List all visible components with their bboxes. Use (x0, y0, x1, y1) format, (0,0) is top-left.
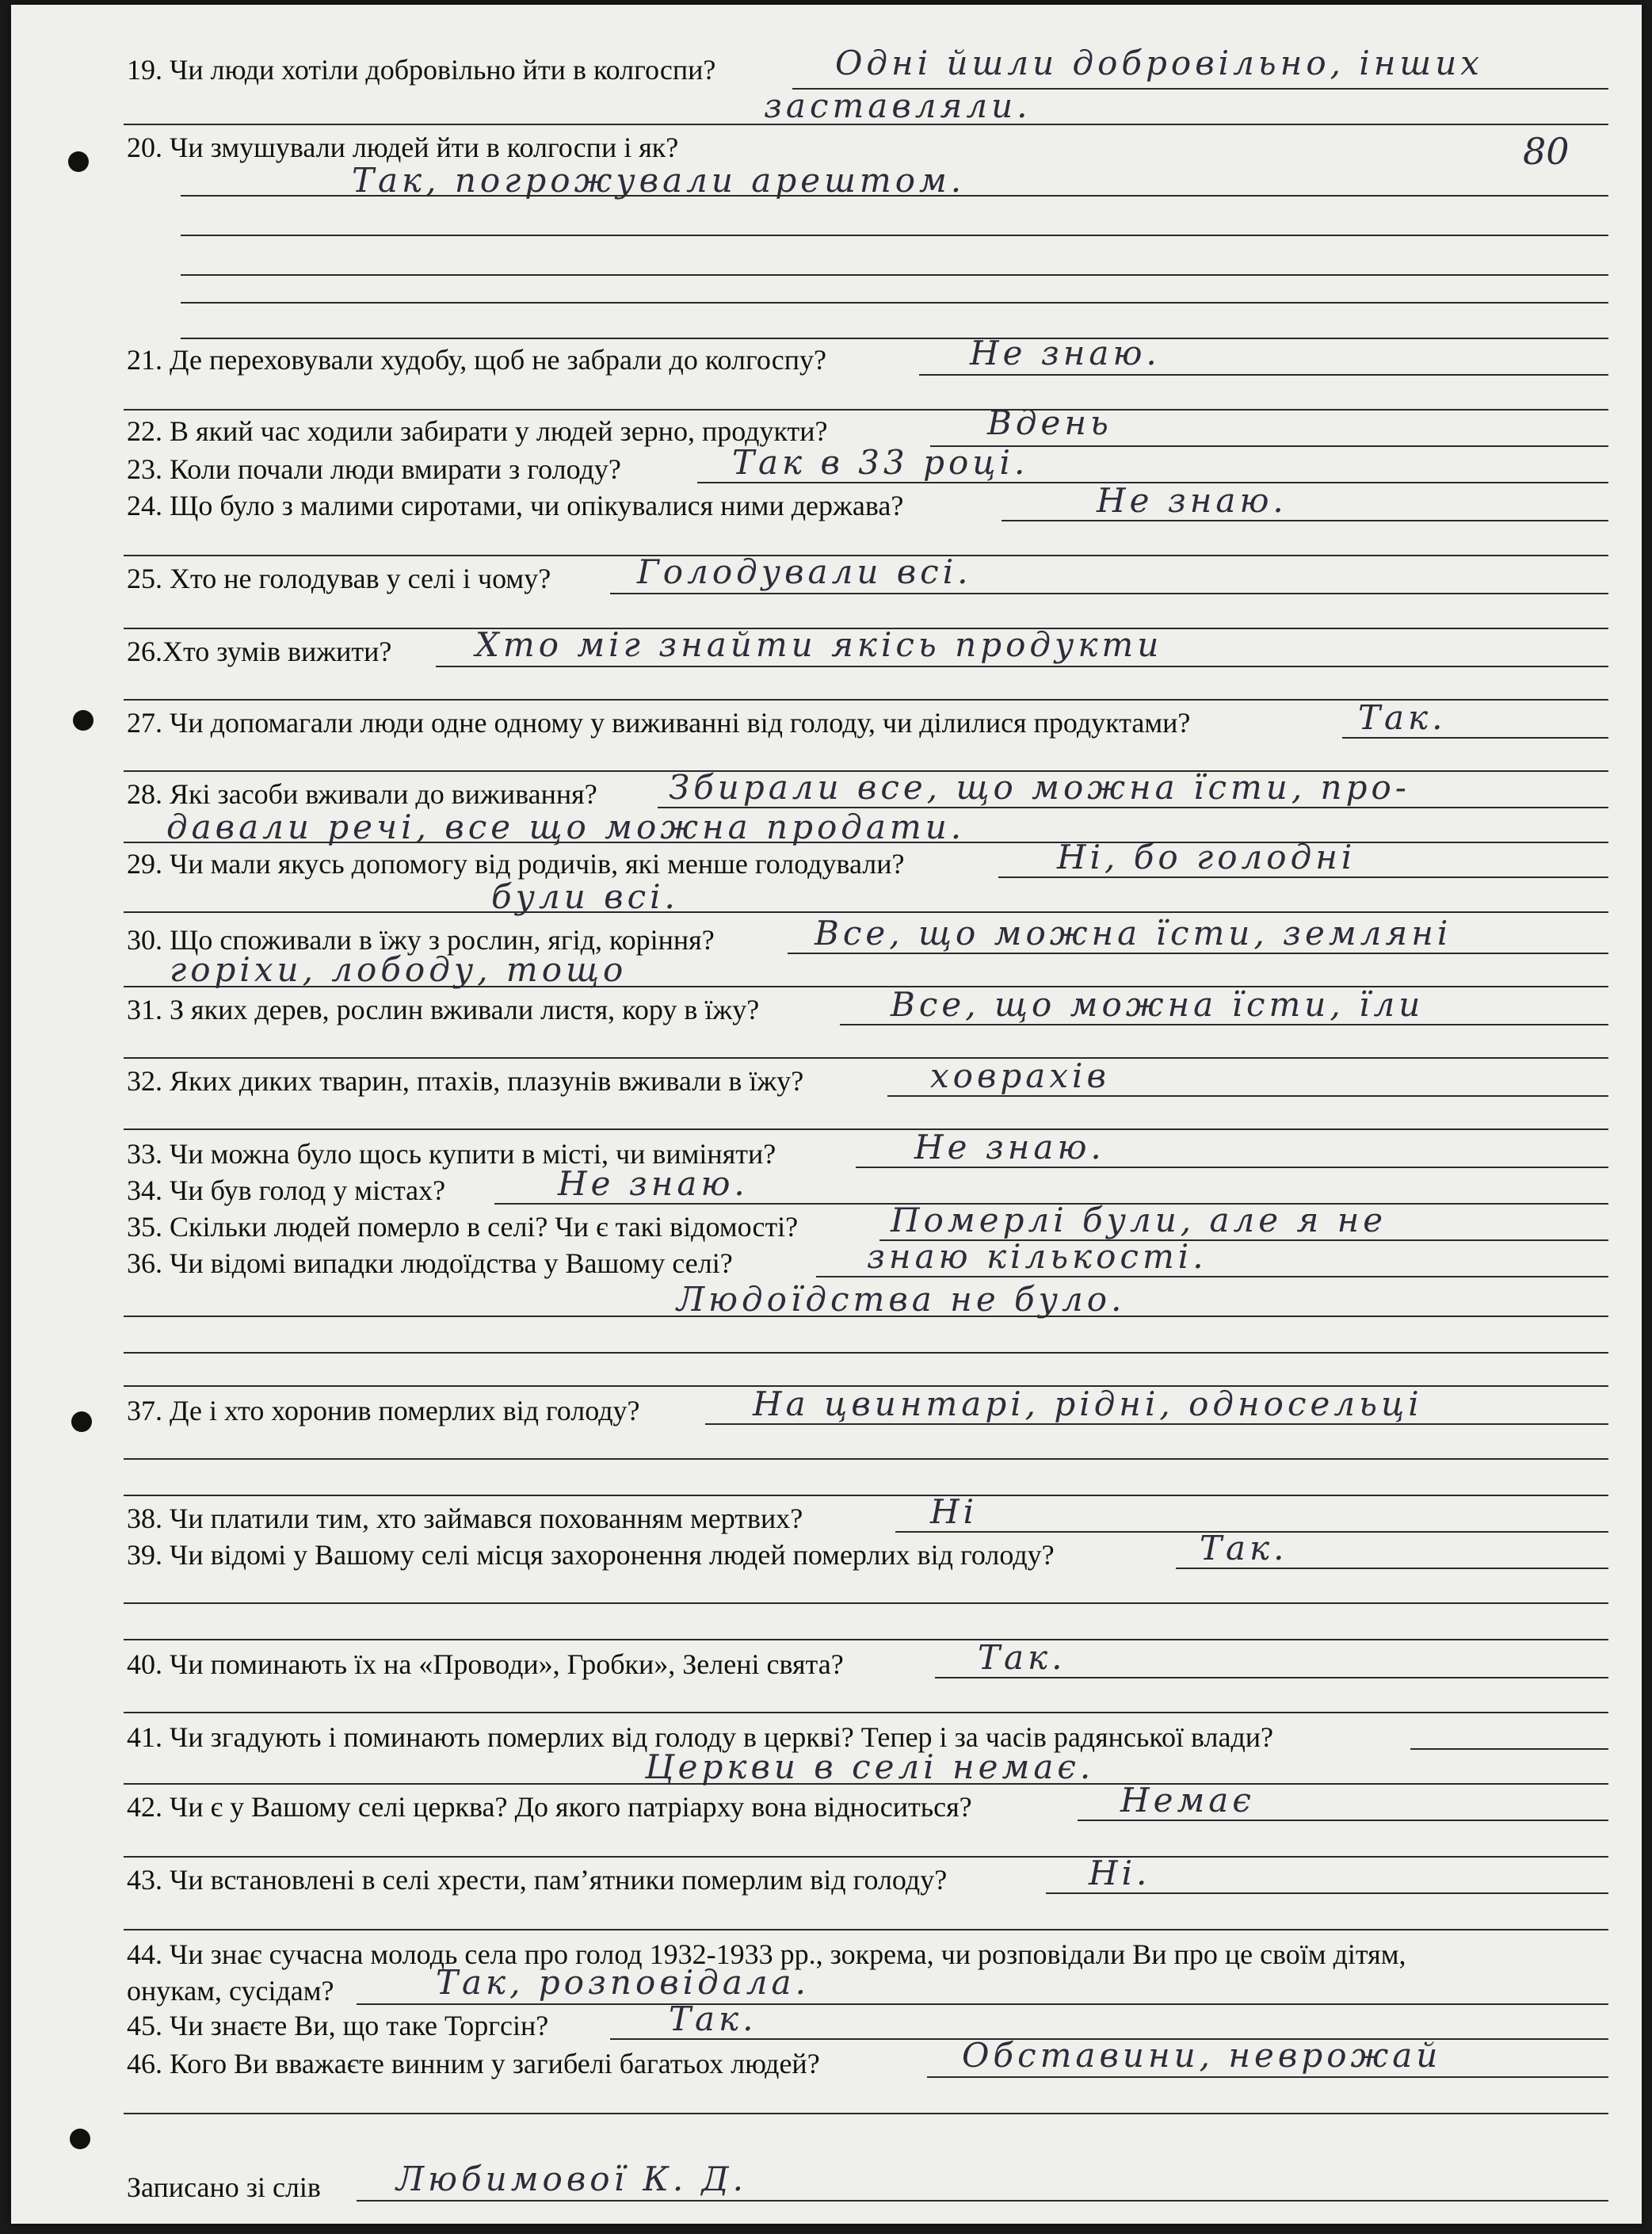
answer-line (124, 1495, 1608, 1496)
binder-hole (71, 1411, 92, 1432)
answer-46: Обставини, неврожай (962, 2036, 1442, 2075)
question-35: 35. Скільки людей померло в селі? Чи є такі відомості? (127, 1211, 799, 1243)
binder-hole (70, 2129, 90, 2149)
answer-33: Не знаю. (914, 1128, 1105, 1167)
answer-line (181, 338, 1608, 339)
binder-hole (73, 710, 93, 731)
answer-line (930, 445, 1608, 447)
answer-line (610, 593, 1608, 594)
recorded-from-label: Записано зі слів (127, 2171, 321, 2203)
answer-42: Немає (1120, 1781, 1255, 1820)
answer-line (1002, 520, 1608, 521)
question-19: 19. Чи люди хотіли добровільно йти в колгоспи? (127, 54, 716, 86)
answer-45: Так. (669, 1999, 757, 2038)
answer-39: Так. (1200, 1529, 1288, 1568)
answer-31: Все, що можна їсти, їли (891, 985, 1425, 1024)
answer-line (181, 195, 1608, 197)
answer-35: Померлі були, але я не (891, 1201, 1387, 1239)
answer-line (1342, 737, 1608, 739)
answer-line (1046, 1892, 1608, 1894)
question-34: 34. Чи був голод у містах? (127, 1174, 446, 1206)
answer-line (887, 1095, 1608, 1097)
question-46: 46. Кого Ви вважаєте винним у загибелі багатьох людей? (127, 2048, 820, 2079)
question-32: 32. Яких диких тварин, птахів, плазунів вживали в їжу? (127, 1065, 804, 1097)
question-38: 38. Чи платили тим, хто займався похованням мертвих? (127, 1503, 803, 1534)
question-27: 27. Чи допомагали люди одне одному у виживанні від голоду, чи ділилися продуктами? (127, 707, 1191, 739)
question-21: 21. Де переховували худобу, щоб не забрали до колгоспу? (127, 344, 826, 376)
answer-line (181, 302, 1608, 304)
question-29: 29. Чи мали якусь допомогу від родичів, які менше голодували? (127, 848, 905, 880)
answer-line (124, 409, 1608, 411)
question-43: 43. Чи встановлені в селі хрести, пам’ятники померлим від голоду? (127, 1864, 948, 1896)
answer-line (1078, 1820, 1608, 1821)
answer-line (124, 1316, 1608, 1317)
question-42: 42. Чи є у Вашому селі церква? До якого патріарху вона відноситься? (127, 1791, 972, 1823)
answer-38: Ні (930, 1492, 979, 1531)
answer-line (919, 374, 1608, 376)
answer-line (124, 1783, 1608, 1785)
question-45: 45. Чи знаєте Ви, що таке Торгсін? (127, 2010, 549, 2041)
answer-line (1410, 1748, 1608, 1750)
answer-44: Так, розповідала. (436, 1963, 810, 2002)
answer-24: Не знаю. (1097, 481, 1288, 520)
answer-line (181, 274, 1608, 276)
answer-line (935, 1677, 1608, 1678)
answer-37: На цвинтарі, рідні, односельці (753, 1384, 1423, 1423)
question-40: 40. Чи поминають їх на «Проводи», Гробки», Зелені свята? (127, 1648, 844, 1680)
answer-30: Все, що можна їсти, земляні (815, 914, 1452, 953)
answer-line (816, 1276, 1608, 1277)
answer-28: Збирали все, що можна їсти, про- (669, 768, 1410, 807)
answer-line (124, 911, 1608, 913)
question-44: 44. Чи знає сучасна молодь села про голод 1932-1933 рр., зокрема, чи розповідали Ви про це своїм дітям, (127, 1938, 1406, 1970)
question-37: 37. Де і хто хоронив померлих від голоду? (127, 1395, 640, 1426)
answer-40: Так. (978, 1638, 1066, 1677)
answer-line (124, 842, 1608, 843)
question-33: 33. Чи можна було щось купити в місті, чи виміняти? (127, 1138, 776, 1170)
answer-line (124, 1352, 1608, 1354)
answer-34: Не знаю. (558, 1164, 749, 1203)
answer-30-cont: горіхи, лободу, тощо (170, 950, 628, 989)
answer-line (788, 953, 1608, 954)
answer-43: Ні. (1089, 1854, 1151, 1892)
question-20: 20. Чи змушували людей йти в колгоспи і як? (127, 132, 679, 163)
document-page (11, 5, 1642, 2224)
question-31: 31. З яких дерев, рослин вживали листя, кору в їжу? (127, 994, 760, 1025)
respondent-name: Любимової К. Д. (396, 2160, 748, 2198)
answer-line (124, 1639, 1608, 1640)
answer-line (436, 666, 1608, 667)
answer-23: Так в 33 році. (732, 443, 1029, 482)
answer-line (705, 1423, 1608, 1425)
answer-line (840, 1024, 1608, 1025)
answer-22: Вдень (987, 403, 1112, 442)
question-22: 22. В який час ходили забирати у людей зерно, продукти? (127, 415, 828, 447)
answer-line (124, 1929, 1608, 1930)
question-36: 36. Чи відомі випадки людоїдства у Вашому селі? (127, 1247, 733, 1279)
question-28: 28. Які засоби вживали до виживання? (127, 778, 597, 810)
answer-line (181, 235, 1608, 236)
answer-21: Не знаю. (970, 334, 1161, 372)
page-number: 80 (1523, 130, 1570, 173)
answer-line (124, 1712, 1608, 1713)
question-44-cont: онукам, сусідам? (127, 1975, 334, 2007)
question-39: 39. Чи відомі у Вашому селі місця захоронення людей померлих від голоду? (127, 1539, 1055, 1571)
answer-line (124, 2113, 1608, 2114)
answer-line (856, 1167, 1608, 1168)
question-25: 25. Хто не голодував у селі і чому? (127, 563, 551, 594)
answer-20: Так, погрожували арештом. (352, 161, 966, 200)
answer-line (357, 2003, 1608, 2005)
question-24: 24. Що було з малими сиротами, чи опікувалися ними держава? (127, 490, 904, 521)
answer-27: Так. (1358, 698, 1447, 737)
answer-line (124, 124, 1608, 125)
binder-hole (68, 151, 89, 172)
answer-26: Хто міг знайти якісь продукти (475, 625, 1163, 664)
answer-line (998, 876, 1608, 878)
question-30: 30. Що споживали в їжу з рослин, ягід, коріння? (127, 924, 715, 956)
answer-25: Голодували всі. (637, 552, 972, 591)
answer-line (124, 1057, 1608, 1059)
answer-32: ховрахів (930, 1056, 1110, 1095)
answer-28-cont: давали речі, все що можна продати. (166, 808, 966, 846)
answer-29: Ні, бо голодні (1057, 838, 1356, 876)
answer-41: Церкви в селі немає. (645, 1747, 1095, 1786)
answer-line (124, 1856, 1608, 1858)
answer-line (357, 2200, 1608, 2202)
question-23: 23. Коли почали люди вмирати з голоду? (127, 453, 621, 485)
answer-line (124, 1602, 1608, 1604)
answer-line (1176, 1568, 1608, 1569)
answer-19-cont: заставляли. (764, 86, 1032, 125)
answer-19: Одні йшли добровільно, інших (835, 44, 1483, 82)
question-41: 41. Чи згадують і поминають померлих від голоду в церкві? Тепер і за часів радянської влади? (127, 1721, 1274, 1753)
question-26: 26.Хто зумів вижити? (127, 636, 392, 667)
answer-29-cont: були всі. (491, 877, 679, 916)
answer-36-cont: Людоїдства не було. (677, 1280, 1126, 1319)
answer-36: знаю кількості. (867, 1237, 1208, 1276)
answer-line (927, 2076, 1608, 2078)
answer-line (124, 1458, 1608, 1460)
answer-line (124, 1128, 1608, 1130)
